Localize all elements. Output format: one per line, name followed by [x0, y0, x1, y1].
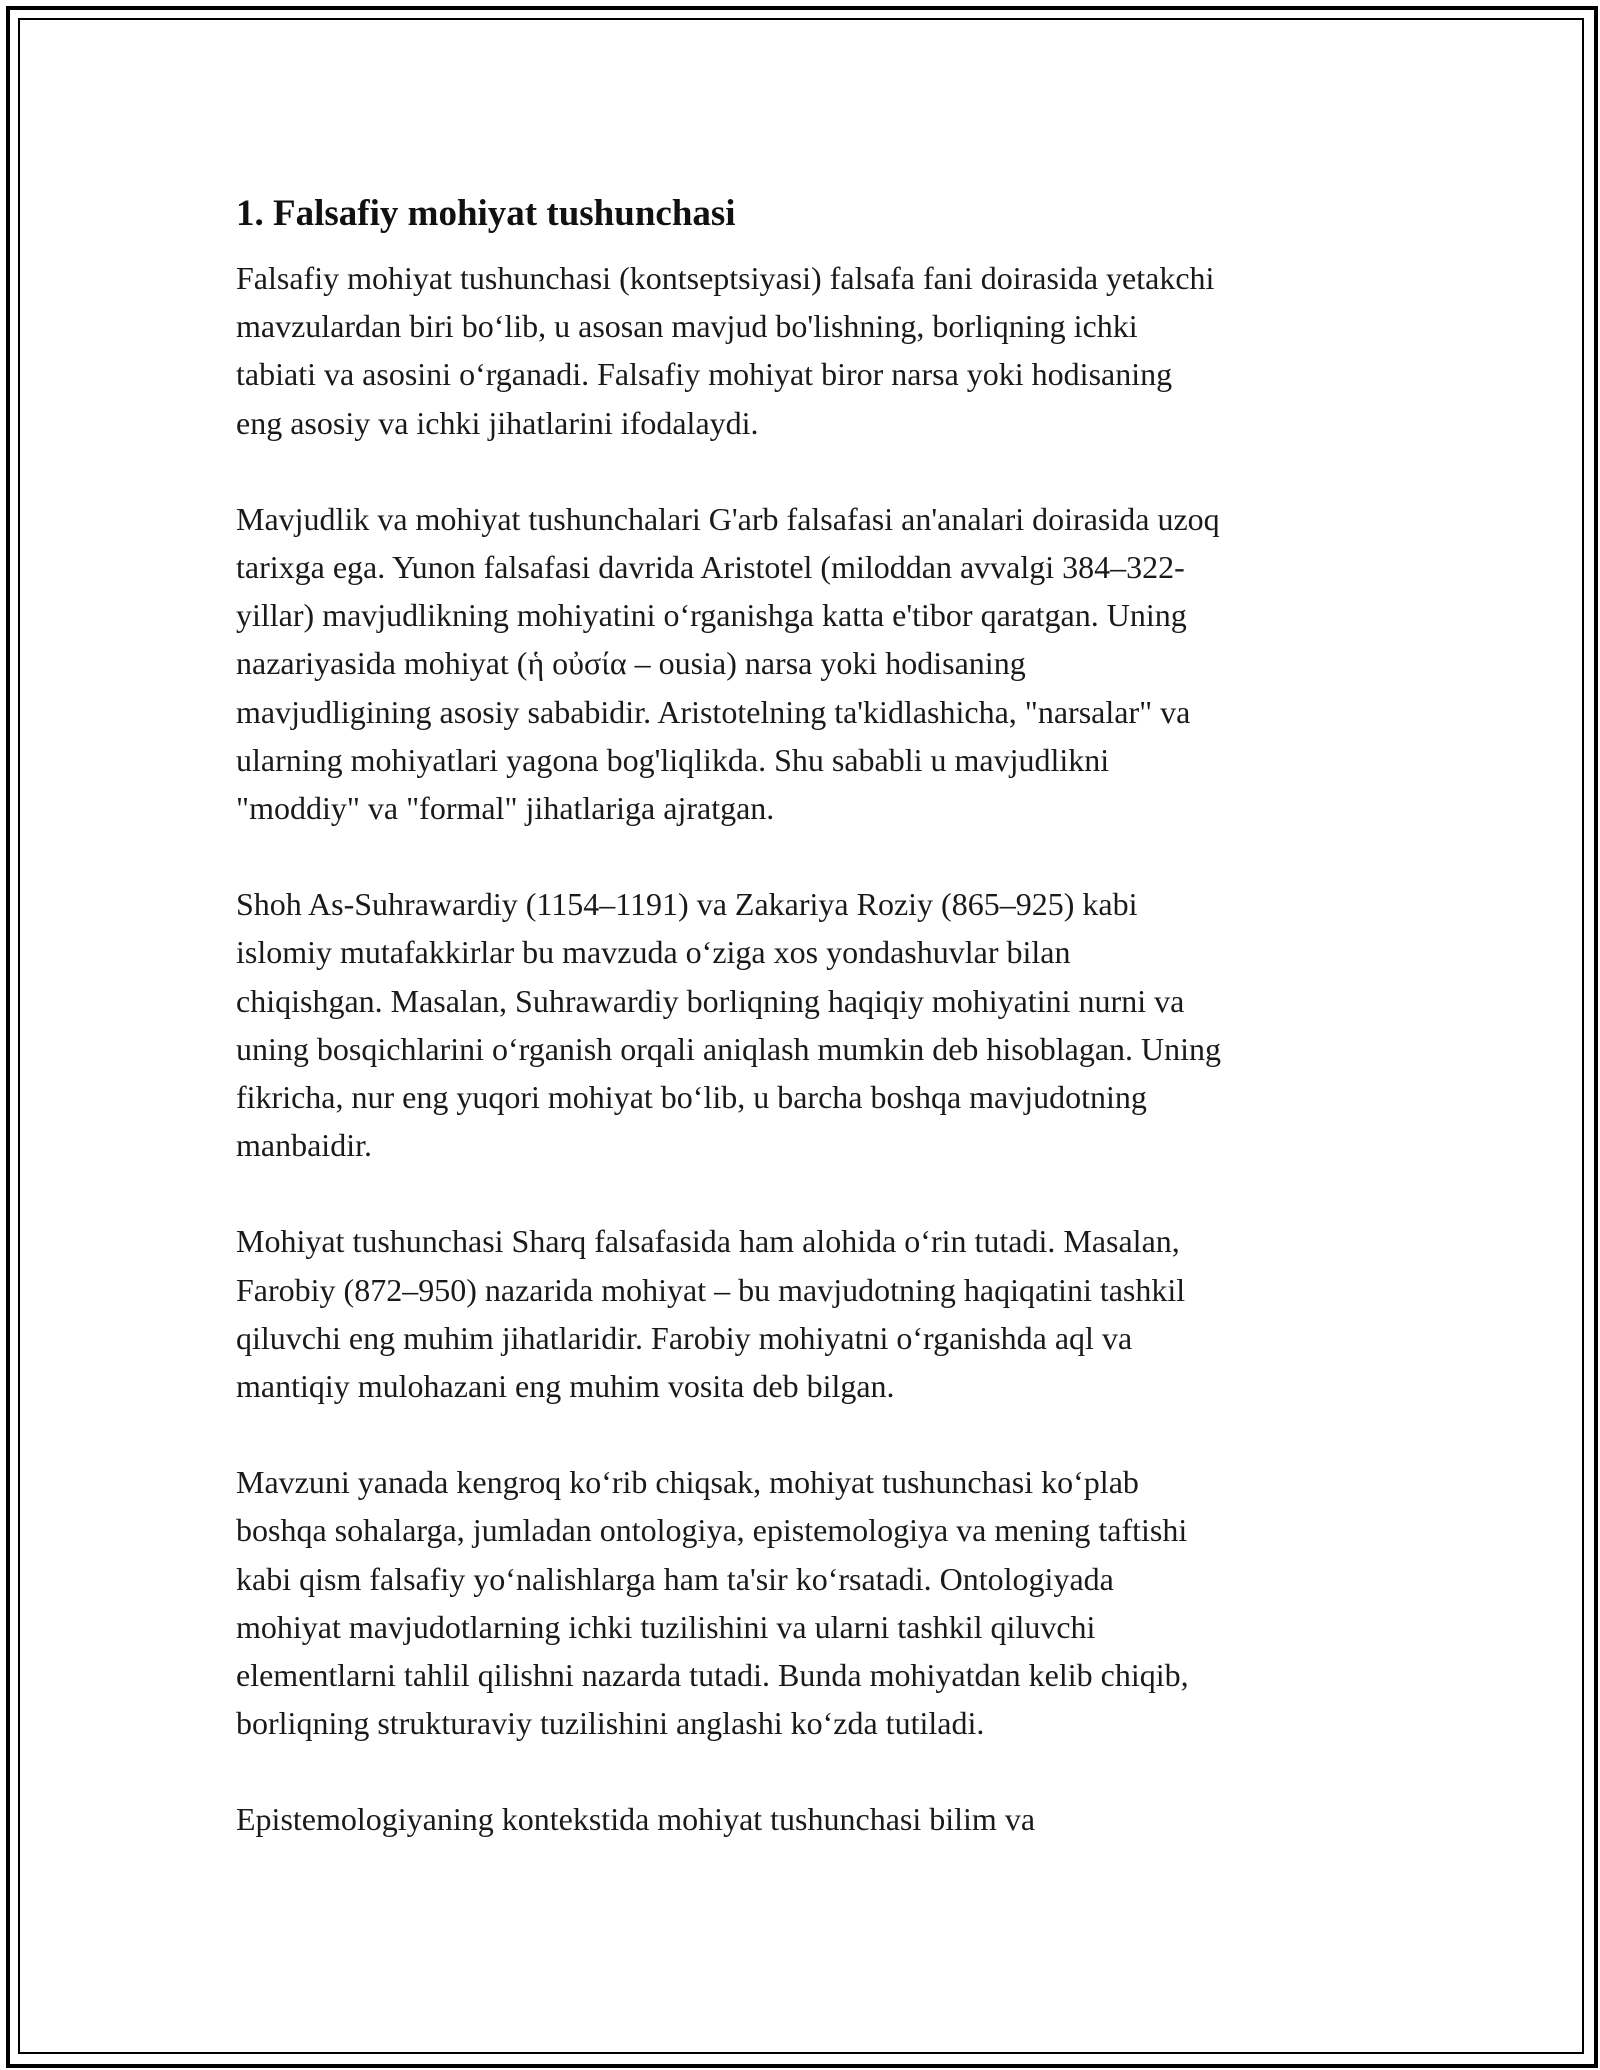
document-body: [236, 186, 1376, 1892]
paragraph-line: tarixga ega. Yunon falsafasi davrida Aristotel (miloddan avvalgi 384–322-: [236, 549, 1185, 586]
paragraph-line: tabiati va asosini o‘rganadi. Falsafiy mohiyat biror narsa yoki hodisaning: [236, 356, 1173, 393]
paragraph-line: mavjudligining asosiy sababidir. Aristotelning ta'kidlashicha, "narsalar" va: [236, 693, 1191, 730]
paragraph-line: yillar) mavjudlikning mohiyatini o‘rganishga katta e'tibor qaratgan. Uning: [236, 597, 1187, 634]
paragraph-1: [236, 254, 1376, 447]
paragraph-line: Falsafiy mohiyat tushunchasi (kontseptsiyasi) falsafa fani doirasida yetakchi: [236, 260, 1215, 296]
paragraph-4: [236, 1217, 1376, 1410]
paragraph-line: uning bosqichlarini o‘rganish orqali aniqlash mumkin deb hisoblagan. Uning: [236, 1030, 1222, 1067]
paragraph-line: nazariyasida mohiyat (ἡ οὐσία – ousia) narsa yoki hodisaning: [236, 645, 1026, 682]
paragraph-line: manbaidir.: [236, 1127, 372, 1164]
paragraph-3: [236, 880, 1376, 1169]
paragraph-line: mohiyat mavjudotlarning ichki tuzilishini va ularni tashkil qiluvchi: [236, 1608, 1096, 1645]
paragraph-line: Epistemologiyaning kontekstida mohiyat tushunchasi bilim va: [236, 1801, 1036, 1838]
paragraph-line: ularning mohiyatlari yagona bog'liqlikda. Shu sababli u mavjudlikni: [236, 741, 1110, 778]
paragraph-line: Mavjudlik va mohiyat tushunchalari G'arb falsafasi an'analari doirasida uzoq: [236, 500, 1220, 537]
paragraph-line: elementlarni tahlil qilishni nazarda tutadi. Bunda mohiyatdan kelib chiqib,: [236, 1657, 1189, 1694]
document-title: 1. Falsafiy mohiyat tushunchasi: [236, 193, 736, 234]
paragraph-line: Shoh As-Suhrawardiy (1154–1191) va Zakariya Roziy (865–925) kabi: [236, 886, 1138, 923]
paragraph-line: mantiqiy mulohazani eng muhim vosita deb bilgan.: [236, 1368, 895, 1405]
paragraph-line: Mohiyat tushunchasi Sharq falsafasida ham alohida o‘rin tutadi. Masalan,: [236, 1223, 1180, 1260]
paragraph-line: qiluvchi eng muhim jihatlaridir. Farobiy mohiyatni o‘rganishda aql va: [236, 1319, 1133, 1356]
paragraph-line: fikricha, nur eng yuqori mohiyat bo‘lib, u barcha boshqa mavjudotning: [236, 1079, 1147, 1116]
paragraph-2: [236, 495, 1376, 832]
paragraph-5: [236, 1458, 1376, 1747]
paragraph-line: boshqa sohalarga, jumladan ontologiya, epistemologiya va mening taftishi: [236, 1512, 1188, 1549]
paragraph-6: [236, 1795, 1376, 1843]
paragraph-line: Mavzuni yanada kengroq ko‘rib chiqsak, mohiyat tushunchasi ko‘plab: [236, 1464, 1139, 1501]
paragraph-line: Farobiy (872–950) nazarida mohiyat – bu mavjudotning haqiqatini tashkil: [236, 1271, 1186, 1308]
paragraph-line: "moddiy" va "formal" jihatlariga ajratgan.: [236, 790, 775, 827]
paragraph-line: islomiy mutafakkirlar bu mavzuda o‘ziga xos yondashuvlar bilan: [236, 934, 1071, 971]
paragraph-line: chiqishgan. Masalan, Suhrawardiy borliqning haqiqiy mohiyatini nurni va: [236, 982, 1185, 1019]
paragraph-line: eng asosiy va ichki jihatlarini ifodalaydi.: [236, 404, 759, 441]
paragraph-line: kabi qism falsafiy yo‘nalishlarga ham ta'sir ko‘rsatadi. Ontologiyada: [236, 1560, 1114, 1597]
paragraph-line: mavzulardan biri bo‘lib, u asosan mavjud bo'lishning, borliqning ichki: [236, 308, 1138, 345]
paragraph-line: borliqning strukturaviy tuzilishini anglashi ko‘zda tutiladi.: [236, 1705, 985, 1742]
